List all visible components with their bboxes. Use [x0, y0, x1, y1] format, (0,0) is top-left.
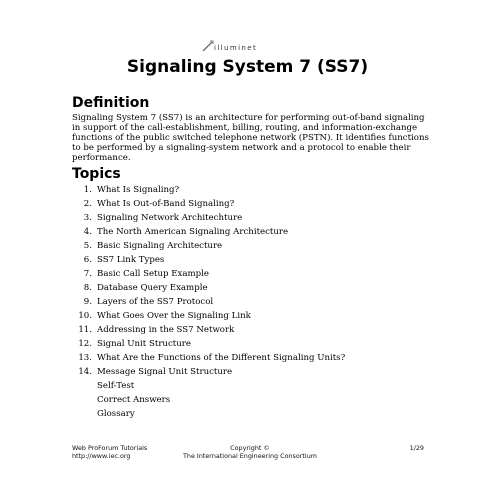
footer-organization: The International Engineering Consortium [183, 452, 317, 460]
topics-heading: Topics [72, 166, 121, 182]
topic-title: Message Signal Unit Structure [97, 367, 233, 377]
topic-title: Basic Signaling Architecture [97, 241, 223, 251]
topic-title: Addressing in the SS7 Network [97, 325, 235, 335]
topic-title: Basic Call Setup Example [97, 269, 209, 279]
topic-title: Layers of the SS7 Protocol [97, 297, 214, 307]
topic-item[interactable] [76, 239, 396, 253]
footer-publication: Web ProForum Tutorials [72, 444, 148, 452]
page-title: Signaling System 7 (SS7) [126, 57, 369, 77]
topic-item[interactable] [76, 295, 396, 309]
topic-title: Correct Answers [97, 395, 171, 405]
topic-number: 11. [78, 325, 92, 335]
topic-item[interactable] [76, 351, 396, 365]
topic-number: 1. [83, 185, 92, 195]
topic-item[interactable] [76, 253, 396, 267]
topic-number: 9. [83, 297, 92, 307]
footer-left [72, 444, 147, 460]
topic-number: 7. [83, 269, 92, 279]
topic-number: 6. [83, 255, 92, 265]
topic-title: Self-Test [97, 381, 135, 391]
topic-number: 5. [83, 241, 92, 251]
topic-item[interactable] [76, 393, 396, 407]
topic-title: What Is Out-of-Band Signaling? [97, 199, 235, 209]
topic-number: 10. [78, 311, 92, 321]
footer-page-number: 1/29 [409, 444, 424, 452]
logo-text: illuminet [214, 44, 258, 52]
illuminet-logo [200, 40, 280, 58]
topic-item[interactable] [76, 309, 396, 323]
topic-item[interactable] [76, 365, 396, 379]
topic-title: What Is Signaling? [97, 185, 180, 195]
topic-item[interactable] [76, 267, 396, 281]
footer-copyright: Copyright © [230, 444, 270, 452]
topic-number: 13. [78, 353, 92, 363]
topic-title: What Goes Over the Signaling Link [97, 311, 251, 321]
topic-number: 2. [83, 199, 92, 209]
topic-item[interactable] [76, 211, 396, 225]
topic-item[interactable] [76, 281, 396, 295]
footer-center [160, 444, 340, 460]
topic-item[interactable] [76, 183, 396, 197]
topic-title: Signal Unit Structure [97, 339, 191, 349]
topic-item[interactable] [76, 323, 396, 337]
topic-item[interactable] [76, 337, 396, 351]
footer-url-link[interactable]: http://www.iec.org [72, 452, 131, 460]
logo-swoosh-icon [202, 40, 214, 52]
topics-list [76, 183, 396, 421]
topic-title: Database Query Example [97, 283, 208, 293]
definition-paragraph: Signaling System 7 (SS7) is an architecture for performing out-of-band signaling in support of the call-establishment, billing, routing, and information-exchange functions of the public switched telephone network (PSTN). It identifies functions to be performed by a signaling-system network and a protocol to enable their performance. [72, 113, 429, 163]
topic-item[interactable] [76, 197, 396, 211]
topic-number: 14. [78, 367, 92, 377]
topic-number: 12. [78, 339, 92, 349]
topic-title: SS7 Link Types [97, 255, 165, 265]
topic-item[interactable] [76, 407, 396, 421]
topic-title: What Are the Functions of the Different Signaling Units? [97, 353, 346, 363]
topic-item[interactable] [76, 379, 396, 393]
topic-number: 3. [83, 213, 92, 223]
topic-title: The North American Signaling Architecture [97, 227, 289, 237]
definition-heading: Definition [72, 95, 150, 111]
topic-title: Glossary [97, 409, 135, 419]
topic-title: Signaling Network Architechture [97, 213, 243, 223]
topic-number: 8. [83, 283, 92, 293]
topic-number: 4. [83, 227, 92, 237]
topic-item[interactable] [76, 225, 396, 239]
